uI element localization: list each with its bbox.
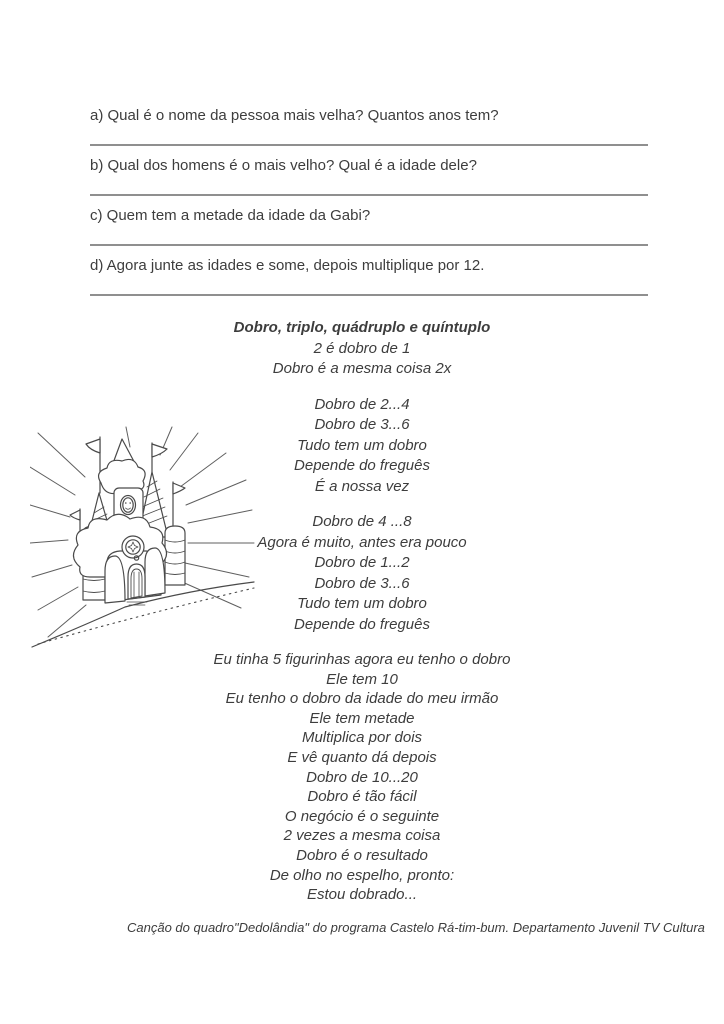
question-row	[90, 96, 648, 146]
question-row	[90, 196, 648, 246]
lyric-line: Dobro de 3...6	[314, 416, 410, 433]
lyric-line: Dobro de 10...20	[306, 768, 418, 786]
lyric-line: Ele tem 10	[326, 670, 398, 688]
lyric-line: Multiplica por dois	[301, 729, 423, 747]
lyric-line: Tudo tem um dobro	[297, 436, 427, 454]
lyric-line: Estou dobrado...	[306, 886, 418, 904]
questions-section	[90, 96, 648, 296]
song-title: Dobro, triplo, quádruplo e quíntuplo	[233, 319, 491, 336]
lyric-line: Agora é muito, antes era pouco	[257, 533, 467, 551]
lyric-line: Dobro é tão fácil	[307, 788, 417, 806]
stanza	[0, 650, 724, 905]
stanza	[0, 512, 724, 635]
question-text: a) Qual é o nome da pessoa mais velha? Quantos anos tem?	[90, 107, 499, 124]
lyric-line: O negócio é o seguinte	[284, 807, 440, 825]
question-text: d) Agora junte as idades e some, depois multiplique por 12.	[90, 257, 485, 274]
lyric-line: Dobro de 1...2	[314, 554, 410, 571]
lyric-line: 2 é dobro de 1	[313, 339, 411, 357]
lyric-line: Eu tenho o dobro da idade do meu irmão	[225, 690, 499, 708]
lyric-line: E vê quanto dá depois	[287, 748, 437, 766]
song-section	[0, 318, 724, 905]
lyric-line: Dobro de 4 ...8	[312, 513, 412, 530]
lyric-line: Depende do freguês	[294, 457, 430, 474]
question-row	[90, 246, 648, 296]
lyric-line: Dobro de 2...4	[314, 395, 410, 413]
lyric-line: Tudo tem um dobro	[297, 595, 427, 612]
stanza	[0, 395, 724, 498]
lyric-line: É a nossa vez	[314, 477, 410, 495]
lyric-line: 2 vezes a mesma coisa	[283, 827, 441, 845]
lyric-line: Dobro é a mesma coisa 2x	[272, 360, 452, 377]
lyric-line: De olho no espelho, pronto:	[269, 866, 455, 884]
question-text: c) Quem tem a metade da idade da Gabi?	[90, 207, 371, 224]
question-row	[90, 146, 648, 196]
lyric-line: Depende do freguês	[294, 615, 430, 633]
lyric-line: Eu tinha 5 figurinhas agora eu tenho o dobro	[213, 651, 511, 668]
question-text: b) Qual dos homens é o mais velho? Qual é a idade dele?	[90, 157, 477, 174]
lyric-line: Dobro de 3...6	[314, 574, 410, 592]
stanza	[0, 318, 724, 380]
lyric-line: Dobro é o resultado	[296, 846, 428, 864]
footer-credit: Canção do quadro"Dedolândia" do programa Castelo Rá-tim-bum. Departamento Juvenil TV Cultura	[127, 920, 705, 935]
lyric-line: Ele tem metade	[309, 709, 415, 727]
